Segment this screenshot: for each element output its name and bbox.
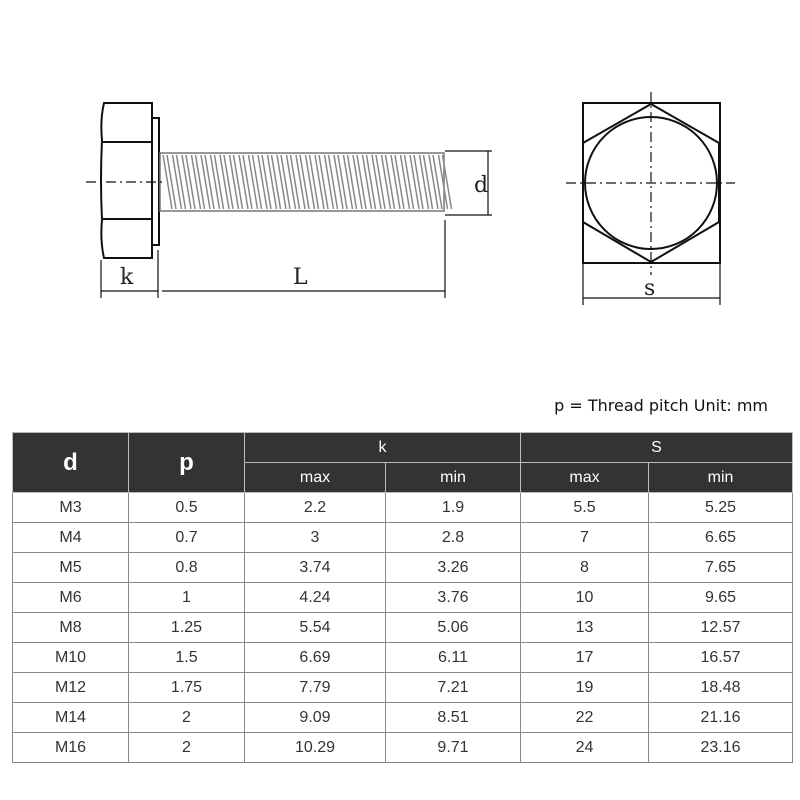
table-cell: M4 — [13, 523, 129, 553]
table-row — [13, 583, 793, 613]
table-cell: 1.25 — [129, 613, 245, 643]
table-cell: 10 — [521, 583, 649, 613]
table-cell: 6.11 — [386, 643, 521, 673]
d-label: d — [474, 173, 489, 198]
table-row — [13, 703, 793, 733]
table-cell: 9.65 — [649, 583, 793, 613]
table-cell: 7 — [521, 523, 649, 553]
table-cell: 19 — [521, 673, 649, 703]
dimensions-table — [12, 432, 793, 763]
table-cell: 1.5 — [129, 643, 245, 673]
header-d: d — [13, 433, 129, 493]
table-cell: 2.2 — [245, 493, 386, 523]
table-cell: 17 — [521, 643, 649, 673]
table-row — [13, 673, 793, 703]
table-cell: 5.5 — [521, 493, 649, 523]
table-cell: M16 — [13, 733, 129, 763]
table-row — [13, 553, 793, 583]
table-cell: 7.65 — [649, 553, 793, 583]
L-label: L — [293, 265, 308, 290]
table-cell: 1.9 — [386, 493, 521, 523]
unit-note: p = Thread pitch Unit: mm — [554, 396, 768, 415]
table-cell: 13 — [521, 613, 649, 643]
table-row — [13, 733, 793, 763]
table-cell: 22 — [521, 703, 649, 733]
table-cell: 7.21 — [386, 673, 521, 703]
table-cell: 5.25 — [649, 493, 793, 523]
table-cell: 21.16 — [649, 703, 793, 733]
header-s: S — [521, 433, 793, 463]
table-row — [13, 493, 793, 523]
bolt-head-view — [566, 92, 735, 305]
table-cell: M10 — [13, 643, 129, 673]
table-cell: 3.26 — [386, 553, 521, 583]
table-cell: 6.69 — [245, 643, 386, 673]
table-cell: 2 — [129, 703, 245, 733]
header-k-min: min — [386, 463, 521, 493]
table-cell: 1.75 — [129, 673, 245, 703]
table-cell: 5.06 — [386, 613, 521, 643]
table-row — [13, 523, 793, 553]
table-cell: 24 — [521, 733, 649, 763]
table-cell: 16.57 — [649, 643, 793, 673]
table-cell: M6 — [13, 583, 129, 613]
table-cell: 4.24 — [245, 583, 386, 613]
k-label: k — [120, 265, 134, 290]
s-label: s — [644, 276, 656, 301]
header-k-max: max — [245, 463, 386, 493]
table-cell: M12 — [13, 673, 129, 703]
table-cell: 7.79 — [245, 673, 386, 703]
table-cell: 3 — [245, 523, 386, 553]
table-cell: 18.48 — [649, 673, 793, 703]
header-s-min: min — [649, 463, 793, 493]
header-p: p — [129, 433, 245, 493]
header-k: k — [245, 433, 521, 463]
table-cell: 6.65 — [649, 523, 793, 553]
table-cell: 9.71 — [386, 733, 521, 763]
table-cell: M3 — [13, 493, 129, 523]
bolt-drawing — [0, 0, 800, 380]
table-cell: 2 — [129, 733, 245, 763]
table-cell: 8 — [521, 553, 649, 583]
table-cell: M5 — [13, 553, 129, 583]
table-row — [13, 643, 793, 673]
table-cell: 10.29 — [245, 733, 386, 763]
table-cell: M8 — [13, 613, 129, 643]
header-s-max: max — [521, 463, 649, 493]
table-cell: 1 — [129, 583, 245, 613]
table-cell: 23.16 — [649, 733, 793, 763]
table-cell: 9.09 — [245, 703, 386, 733]
table-cell: 3.76 — [386, 583, 521, 613]
table-row — [13, 613, 793, 643]
bolt-side-view — [86, 103, 492, 298]
table-cell: 12.57 — [649, 613, 793, 643]
table-cell: 0.7 — [129, 523, 245, 553]
table-cell: 0.8 — [129, 553, 245, 583]
table-cell: 3.74 — [245, 553, 386, 583]
table-cell: 5.54 — [245, 613, 386, 643]
table-cell: 8.51 — [386, 703, 521, 733]
table-cell: 2.8 — [386, 523, 521, 553]
table-cell: M14 — [13, 703, 129, 733]
table-cell: 0.5 — [129, 493, 245, 523]
